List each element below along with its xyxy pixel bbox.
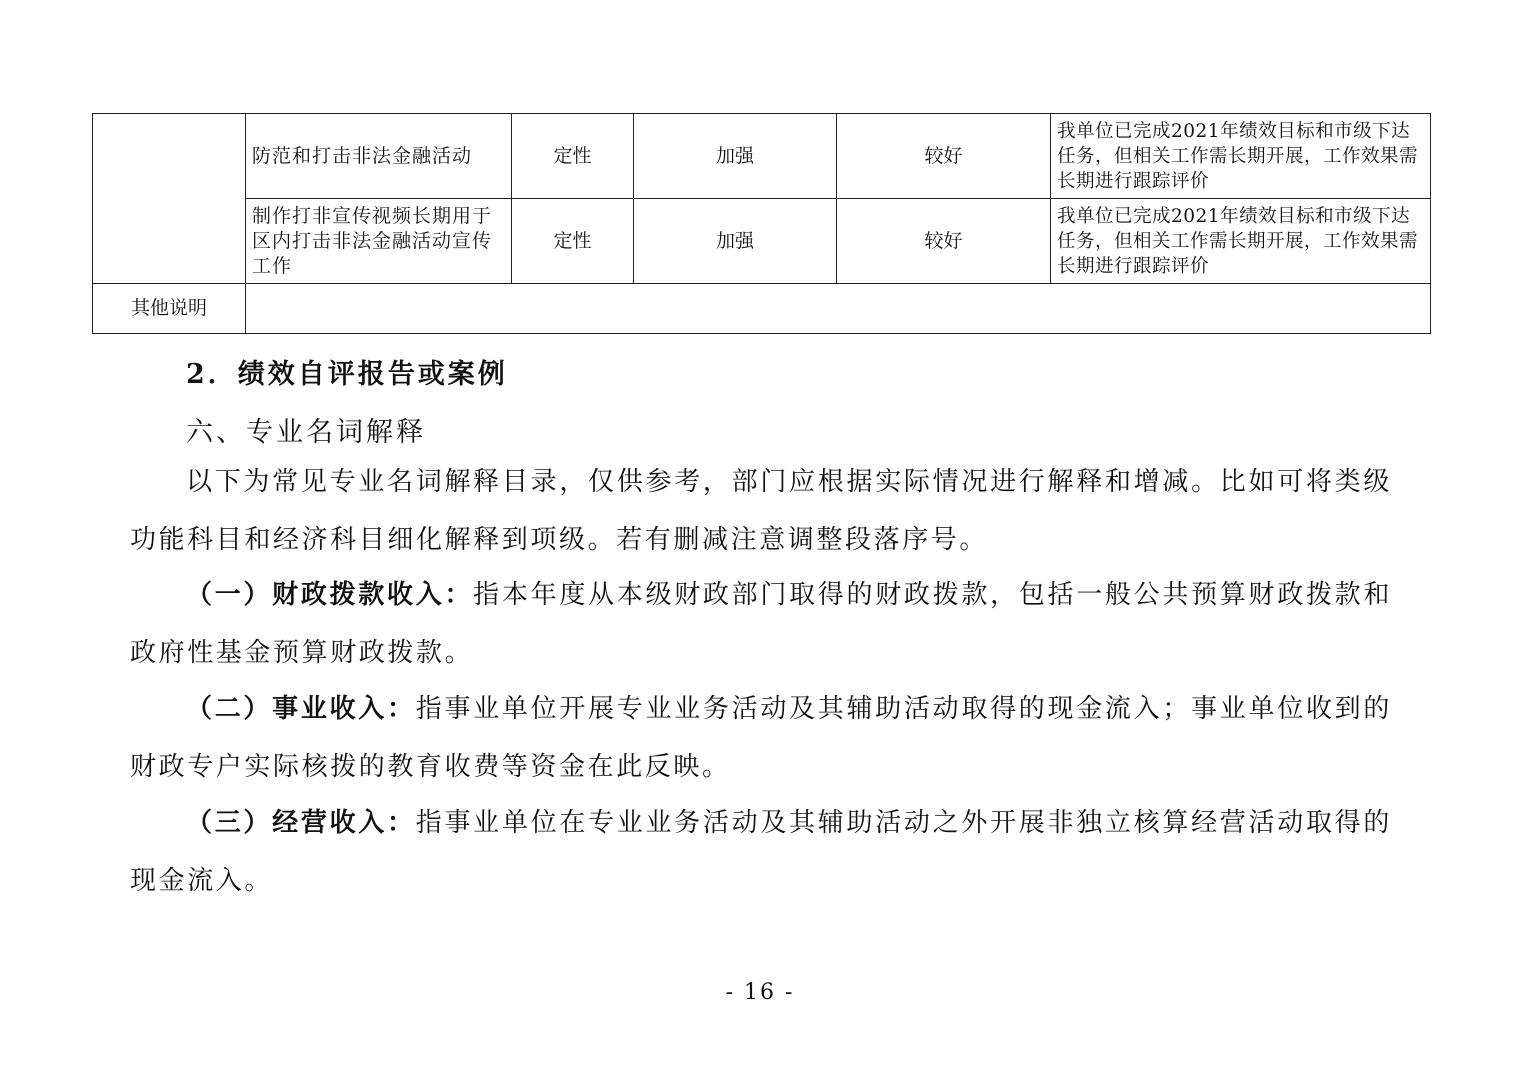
term-label: （一）财政拨款收入： — [186, 580, 474, 610]
target-cell: 加强 — [634, 199, 837, 284]
term-label: （二）事业收入： — [186, 694, 416, 724]
term-paragraph-2 — [130, 680, 1392, 796]
other-value-cell — [246, 284, 1431, 334]
page-number: - 16 - — [725, 980, 795, 1005]
note-cell: 我单位已完成2021年绩效目标和市级下达任务，但相关工作需长期开展，工作效果需长期进行跟踪评价 — [1051, 114, 1431, 199]
section6-heading: 六、专业名词解释 — [186, 417, 426, 448]
indicator-cell: 制作打非宣传视频长期用于区内打击非法金融活动宣传工作 — [246, 199, 512, 284]
term-text: 指事业单位在专业业务活动及其辅助活动之外开展非独立核算经营活动取得的现金流入。 — [130, 808, 1392, 896]
table-cell-empty — [93, 114, 246, 284]
term-label: （三）经营收入： — [186, 808, 416, 838]
actual-cell: 较好 — [837, 114, 1051, 199]
table-row — [93, 114, 1431, 199]
other-label-cell: 其他说明 — [93, 284, 246, 334]
table-row-other — [93, 284, 1431, 334]
actual-cell: 较好 — [837, 199, 1051, 284]
section2-heading: 2．绩效自评报告或案例 — [186, 359, 508, 390]
term-paragraph-3 — [130, 794, 1392, 910]
intro-paragraph: 以下为常见专业名词解释目录，仅供参考，部门应根据实际情况进行解释和增减。比如可将类级功能科目和经济科目细化解释到项级。若有删减注意调整段落序号。 — [130, 467, 1392, 555]
target-cell: 加强 — [634, 114, 837, 199]
term-text: 指事业单位开展专业业务活动及其辅助活动取得的现金流入；事业单位收到的财政专户实际核拨的教育收费等资金在此反映。 — [130, 694, 1392, 782]
indicator-cell: 防范和打击非法金融活动 — [246, 114, 512, 199]
term-paragraph-1 — [130, 566, 1392, 682]
performance-table — [92, 113, 1431, 334]
note-cell: 我单位已完成2021年绩效目标和市级下达任务，但相关工作需长期开展，工作效果需长期进行跟踪评价 — [1051, 199, 1431, 284]
term-text: 指本年度从本级财政部门取得的财政拨款，包括一般公共预算财政拨款和政府性基金预算财政拨款。 — [130, 580, 1392, 668]
table-row — [93, 199, 1431, 284]
type-cell: 定性 — [512, 114, 634, 199]
type-cell: 定性 — [512, 199, 634, 284]
